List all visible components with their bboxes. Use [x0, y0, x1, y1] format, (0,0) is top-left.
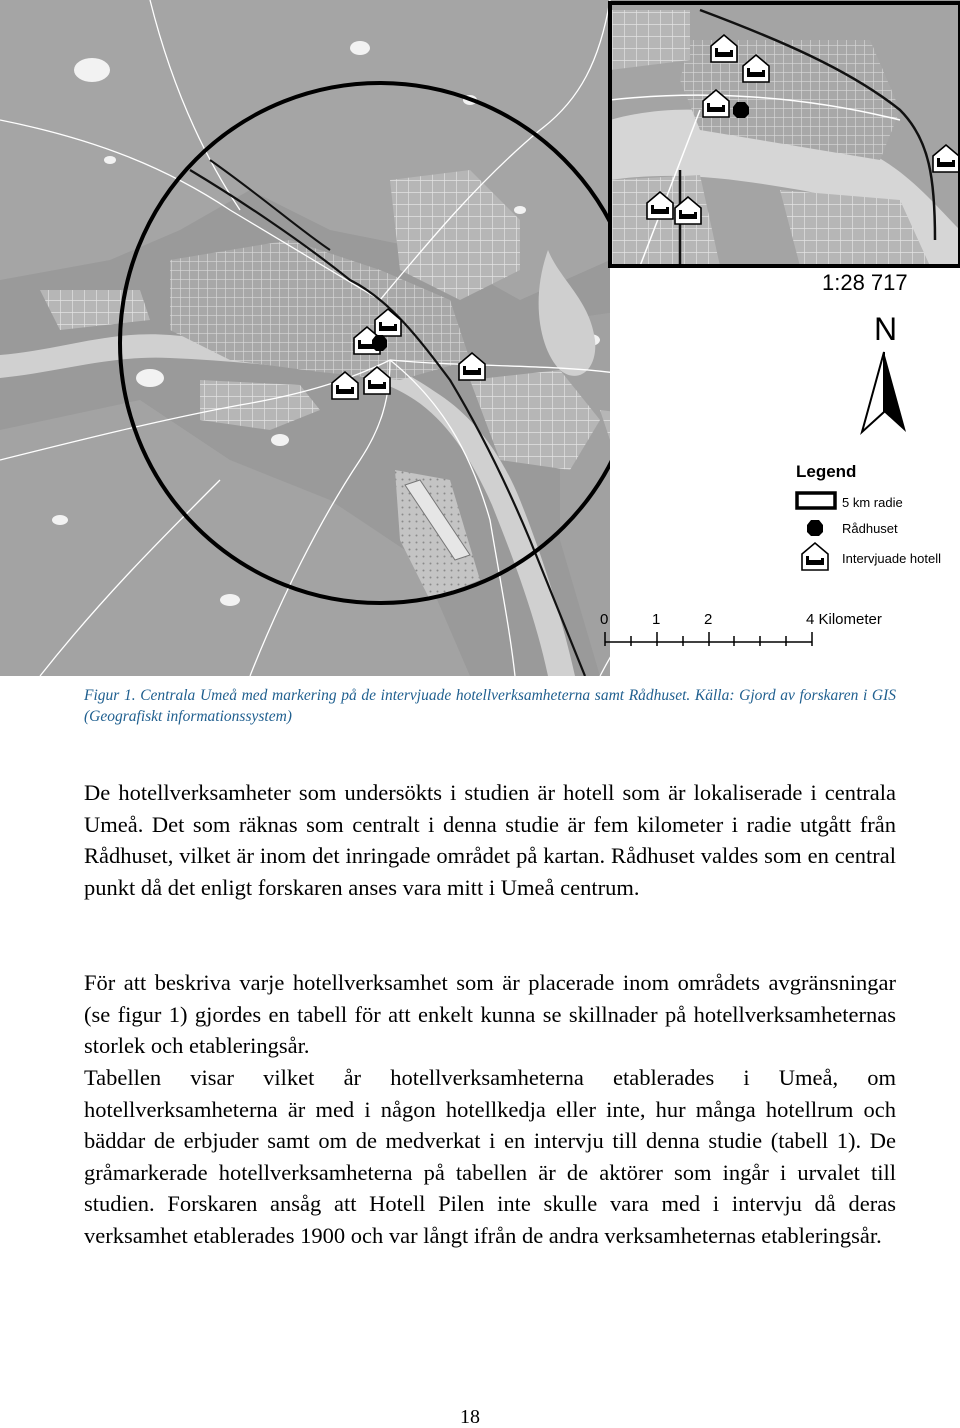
scale-tick-label: 0	[600, 611, 609, 628]
scale-tick-label: 1	[652, 611, 661, 628]
legend-item-radius: 5 km radie	[842, 495, 903, 510]
octagon-icon	[807, 520, 823, 536]
figure-caption: Figur 1. Centrala Umeå med markering på de intervjuade hotellverksamheterna samt Rådhuset. Källa: Gjord av forskaren i GIS (Geografiskt informationssystem)	[84, 687, 896, 725]
map-scale: 1:28 717	[822, 270, 908, 295]
scale-tick-label: 4 Kilometer	[806, 611, 882, 628]
page-number: 18	[460, 1406, 480, 1428]
legend-title: Legend	[796, 462, 857, 481]
legend-item-hotel: Intervjuade hotell	[842, 551, 942, 566]
scale-tick-label: 2	[704, 611, 713, 628]
paragraph-1: De hotellverksamheter som undersökts i studien är hotell som är lokaliserade i centrala Umeå. Det som räknas som centralt i denna studie är fem kilometer i radie utgått från Rådhuset, vilket är inom det inringade området på kartan. Rådhuset valdes som en central punkt då det enligt forskaren anses vara mitt i Umeå centrum.	[84, 780, 896, 900]
north-label: N	[874, 311, 898, 347]
paragraph-3: Tabellen visar vilket år hotellverksamheterna etablerades i Umeå, om hotellverksamheterna är med i någon hotellkedja eller inte, hur många hotellrum och bäddar de erbjuder samt om de medverkat i en intervju till denna studie (tabell 1). De gråmarkerade hotellverksamheterna på tabellen är de aktörer som ingår i urvalet till studien. Forskaren ansåg att Hotell Pilen inte skulle vara med i intervju då deras verksamhet etablerades 1900 och var långt ifrån de andra verksamheternas etableringsår.	[84, 1065, 896, 1248]
legend-item-radhuset: Rådhuset	[842, 521, 898, 536]
inset-map	[610, 3, 960, 266]
map-svg	[0, 0, 960, 676]
legend-panel	[610, 266, 960, 676]
radhuset-marker	[372, 335, 387, 351]
paragraph-2: För att beskriva varje hotellverksamhet som är placerade inom områdets avgränsningar (se figur 1) gjordes en tabell för att enkelt kunna se skillnader på hotellverksamheternas storlek och etableringsår.	[84, 970, 896, 1058]
map-figure	[0, 0, 960, 676]
